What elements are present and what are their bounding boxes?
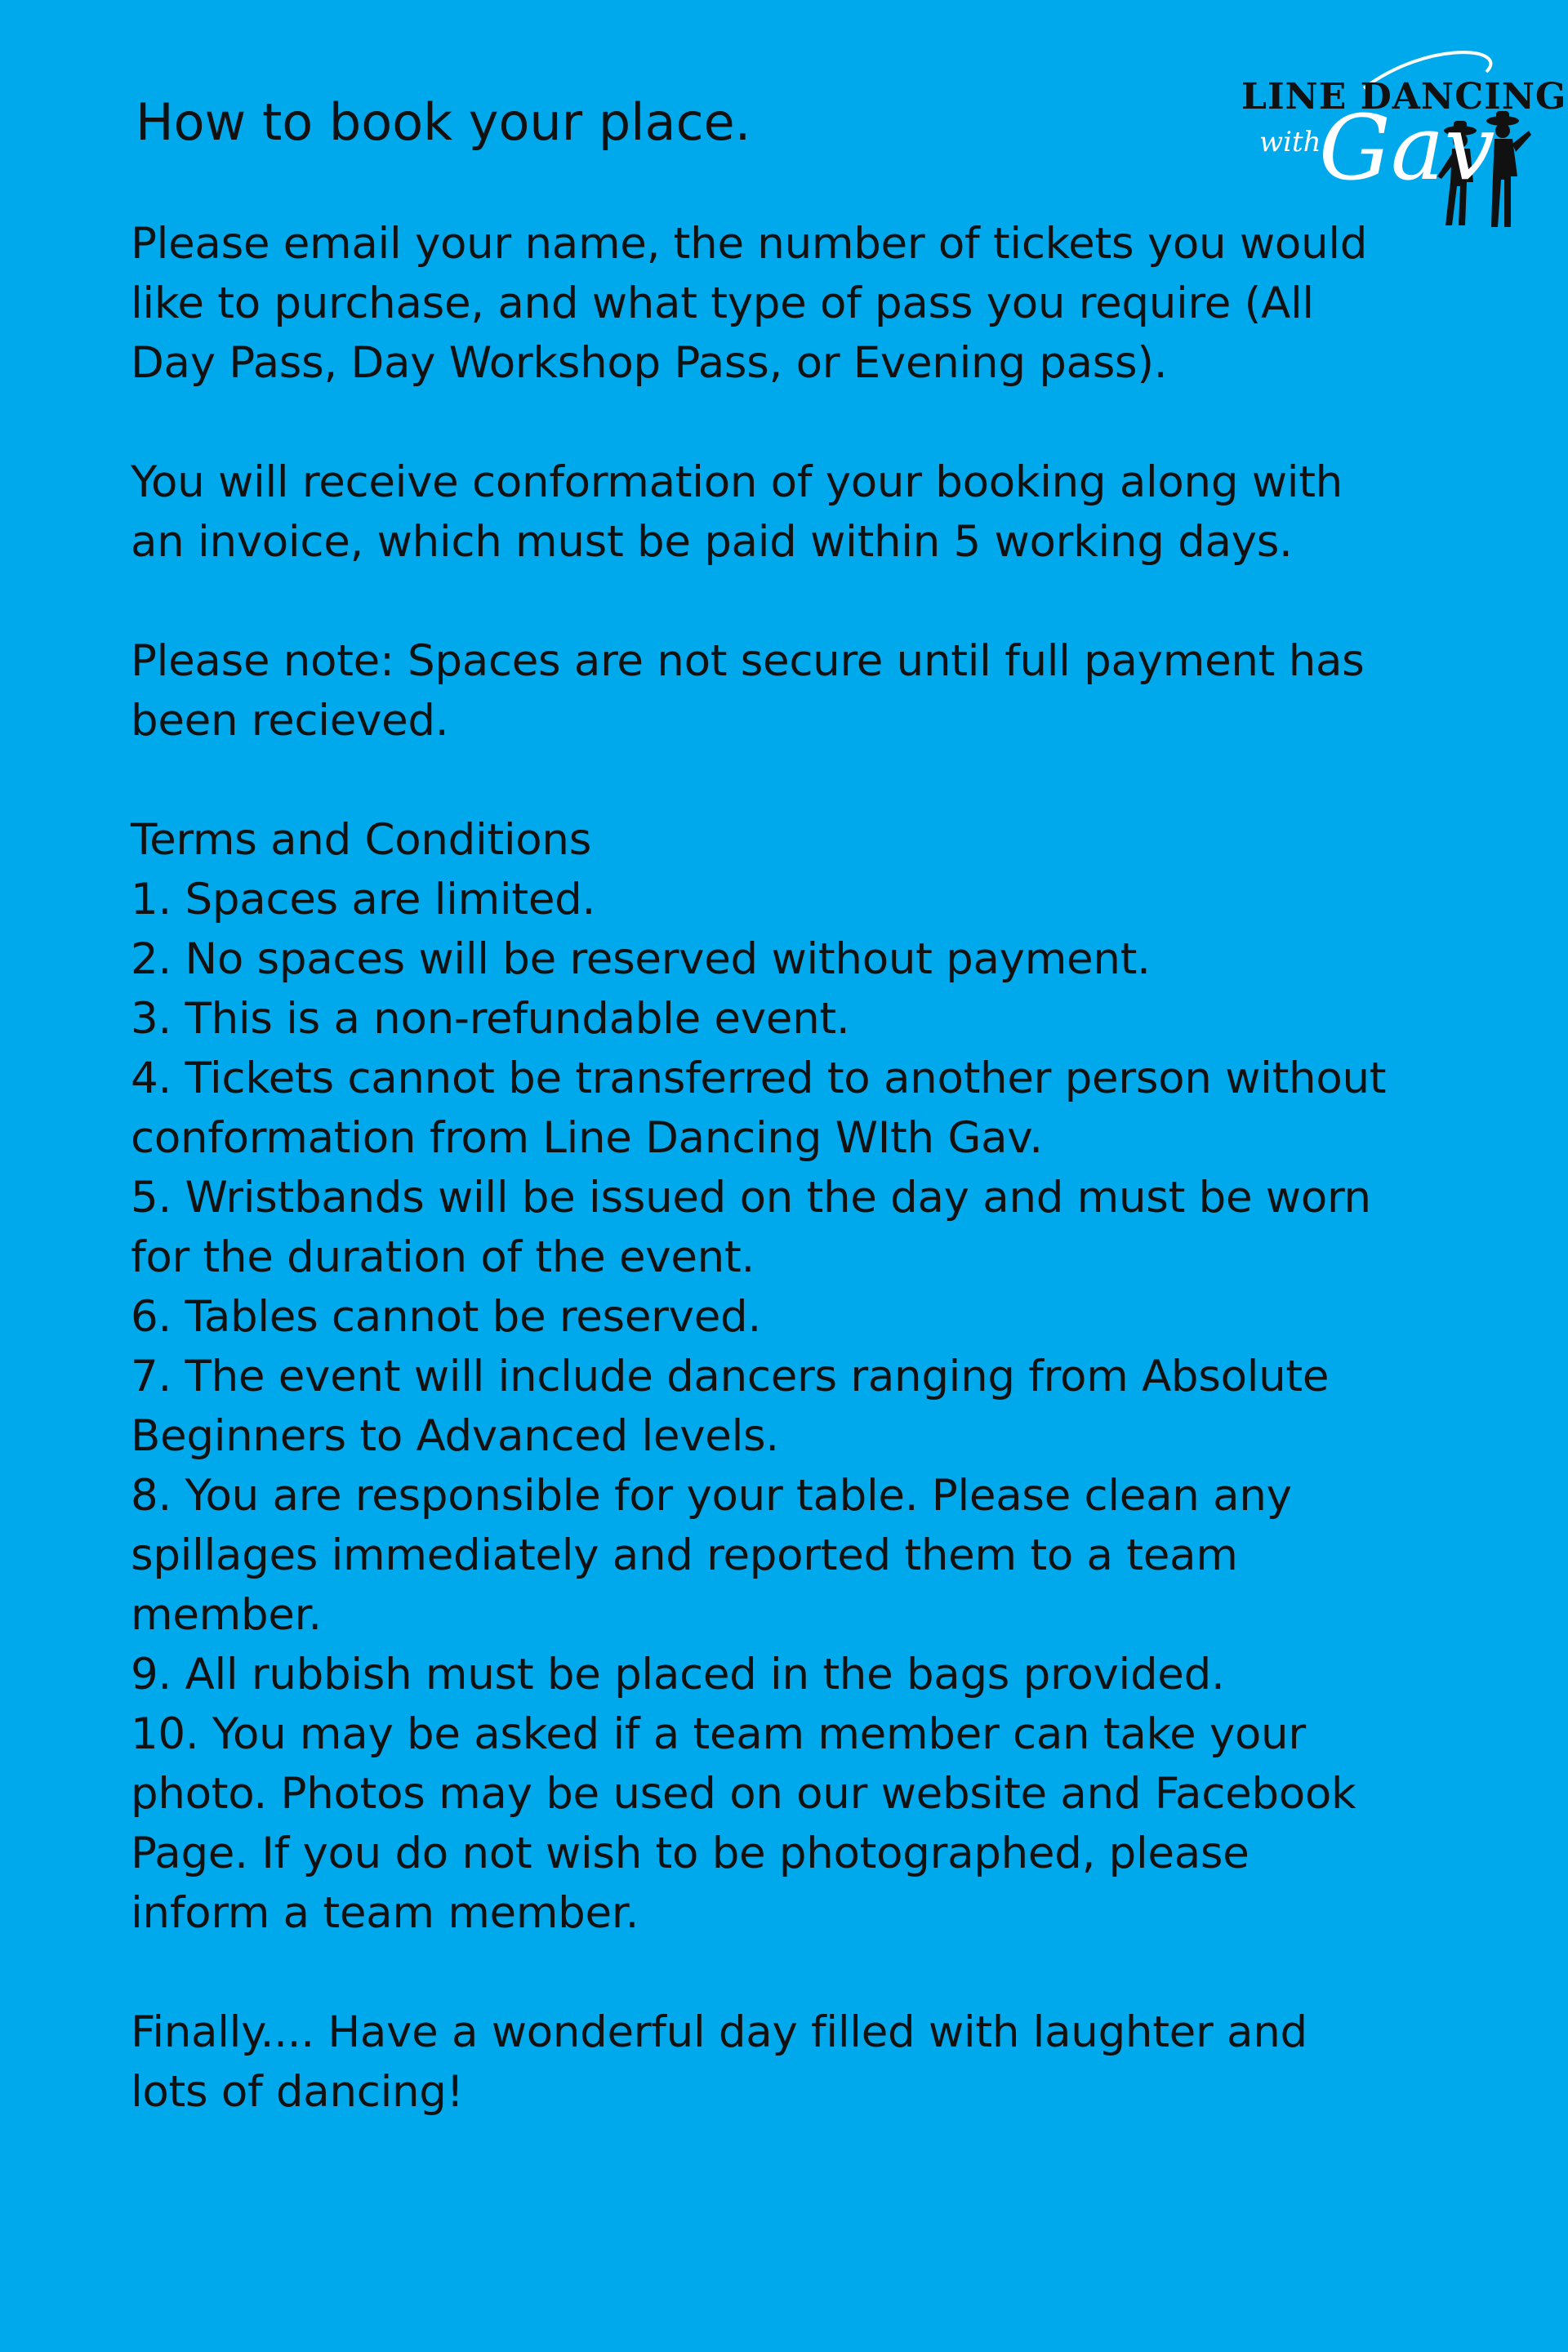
term-item: 8. You are responsible for your table. Please clean any spillages immediately and reported them to a team member.: [131, 1471, 1292, 1640]
logo-line-dancing-text: LINE DANCING: [1241, 76, 1567, 118]
terms-heading: Terms and Conditions: [131, 815, 592, 865]
term-item: 1. Spaces are limited.: [131, 875, 596, 924]
booking-info: [131, 214, 1388, 2181]
terms-and-conditions: [131, 810, 1388, 1943]
term-item: 9. All rubbish must be placed in the bags provided.: [131, 1650, 1225, 1699]
term-item: 6. Tables cannot be reserved.: [131, 1292, 761, 1342]
term-item: 5. Wristbands will be issued on the day and must be worn for the duration of the event.: [131, 1173, 1371, 1282]
term-item: 4. Tickets cannot be transferred to another person without conformation from Line Dancing WIth Gav.: [131, 1054, 1387, 1163]
payment-note: Please note: Spaces are not secure until full payment has been recieved.: [131, 636, 1365, 746]
line-dancing-with-gav-logo: [1241, 39, 1567, 235]
booking-instructions: Please email your name, the number of tickets you would like to purchase, and what type of pass you require (All Day Pass, Day Workshop Pass, or Evening pass).: [131, 219, 1368, 388]
term-item: 10. You may be asked if a team member can take your photo. Photos may be used on our website and Facebook Page. If you do not wish to be photographed, please inform a team member.: [131, 1709, 1356, 1938]
booking-confirmation: You will receive conformation of your booking along with an invoice, which must be paid within 5 working days.: [131, 457, 1343, 567]
logo-gav-script: Gav: [1319, 96, 1495, 200]
term-item: 2. No spaces will be reserved without payment.: [131, 934, 1151, 984]
term-item: 7. The event will include dancers ranging from Absolute Beginners to Advanced levels.: [131, 1352, 1330, 1461]
logo-with-text: with: [1259, 126, 1321, 158]
term-item: 3. This is a non-refundable event.: [131, 994, 850, 1044]
page-title: How to book your place.: [136, 92, 751, 152]
closing-message: Finally.... Have a wonderful day filled with laughter and lots of dancing!: [131, 2007, 1307, 2117]
